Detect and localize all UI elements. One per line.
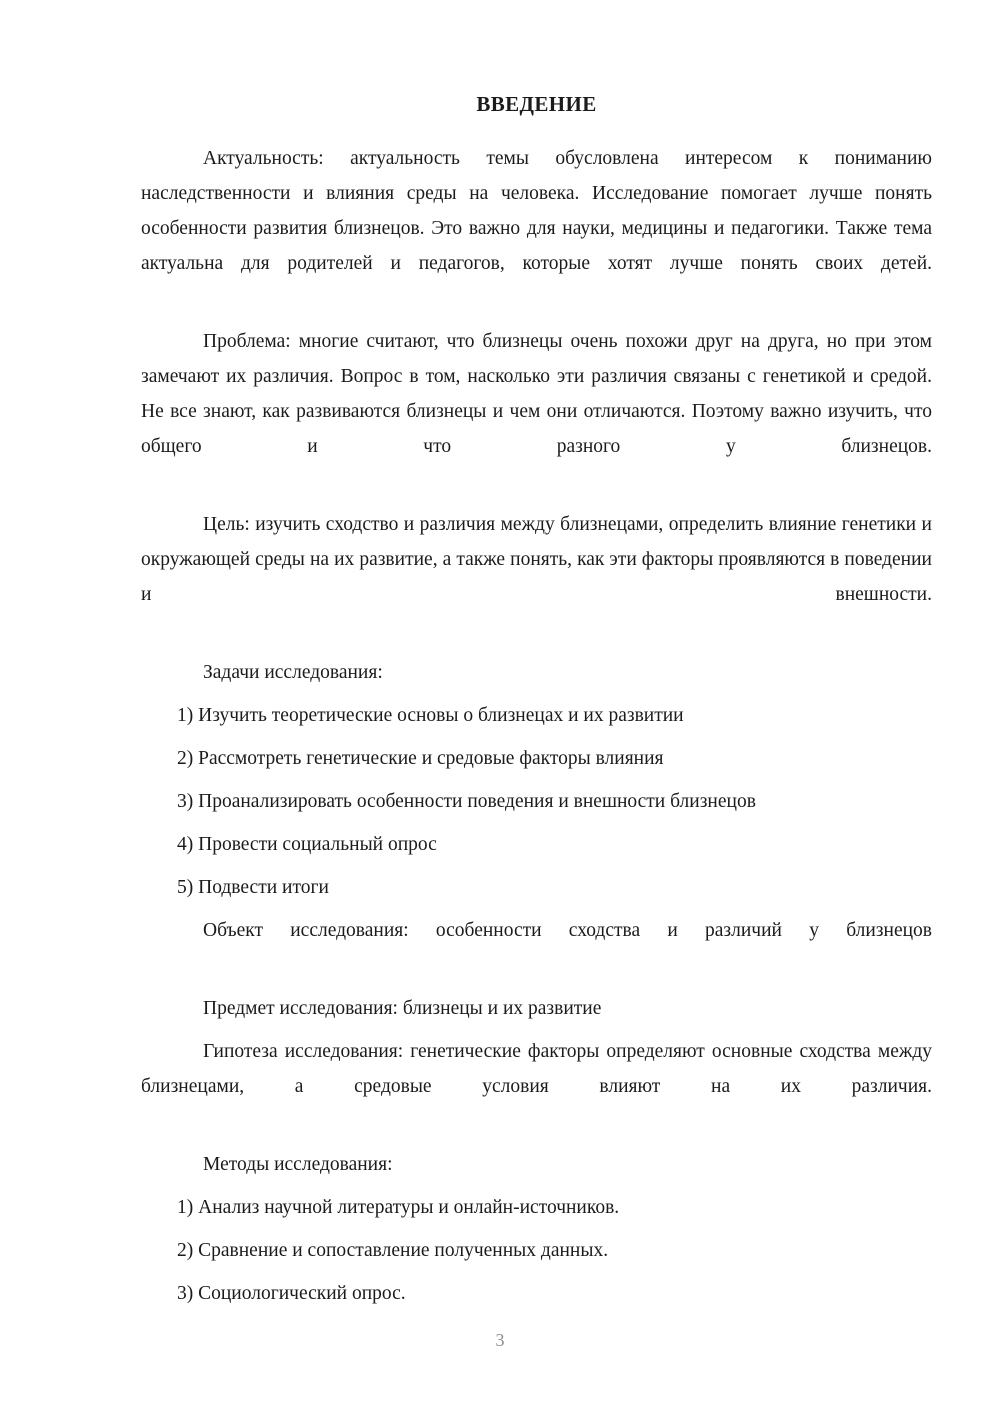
list-item: 4) Провести социальный опрос — [177, 834, 437, 856]
list-item: 2) Сравнение и сопоставление полученных данных. — [177, 1240, 609, 1262]
list-item: 5) Подвести итоги — [177, 877, 329, 899]
heading-tasks: Задачи исследования: — [203, 662, 383, 684]
paragraph-hypothesis: Гипотеза исследования: генетические факторы определяют основные сходства между близнецами, а средовые условия влияют на их различия. — [141, 1041, 932, 1098]
paragraph-goal: Цель: изучить сходство и различия между близнецами, определить влияние генетики и окружающей среды на их развитие, а также понять, как эти факторы проявляются в поведении и внешности. — [141, 514, 932, 606]
page-title: ВВЕДЕНИЕ — [476, 92, 597, 116]
paragraph-object: Объект исследования: особенности сходства и различий у близнецов — [203, 920, 932, 942]
list-item: 1) Изучить теоретические основы о близнецах и их развитии — [177, 705, 684, 727]
heading-methods: Методы исследования: — [203, 1154, 393, 1176]
document-content — [141, 92, 932, 1319]
tasks-list — [141, 698, 932, 905]
paragraph-problem: Проблема: многие считают, что близнецы очень похожи друг на друга, но при этом замечают их различия. Вопрос в том, насколько эти различия связаны с генетикой и средой. Не все знают, как развиваются близнецы и чем они отличаются. Поэтому важно изучить, что общего и что разного у близнецов. — [141, 331, 932, 458]
list-item: 3) Социологический опрос. — [177, 1283, 406, 1305]
page-number: 3 — [495, 1330, 505, 1350]
paragraph-subject: Предмет исследования: близнецы и их развитие — [203, 998, 602, 1020]
list-item: 2) Рассмотреть генетические и средовые факторы влияния — [177, 748, 664, 770]
methods-list — [141, 1190, 932, 1311]
list-item: 1) Анализ научной литературы и онлайн-источников. — [177, 1197, 620, 1219]
paragraph-relevance: Актуальность: актуальность темы обусловлена интересом к пониманию наследственности и влияния среды на человека. Исследование помогает лучше понять особенности развития близнецов. Это важно для науки, медицины и педагогики. Также тема актуальна для родителей и педагогов, которые хотят лучше понять своих детей. — [141, 148, 932, 275]
list-item: 3) Проанализировать особенности поведения и внешности близнецов — [177, 791, 756, 813]
